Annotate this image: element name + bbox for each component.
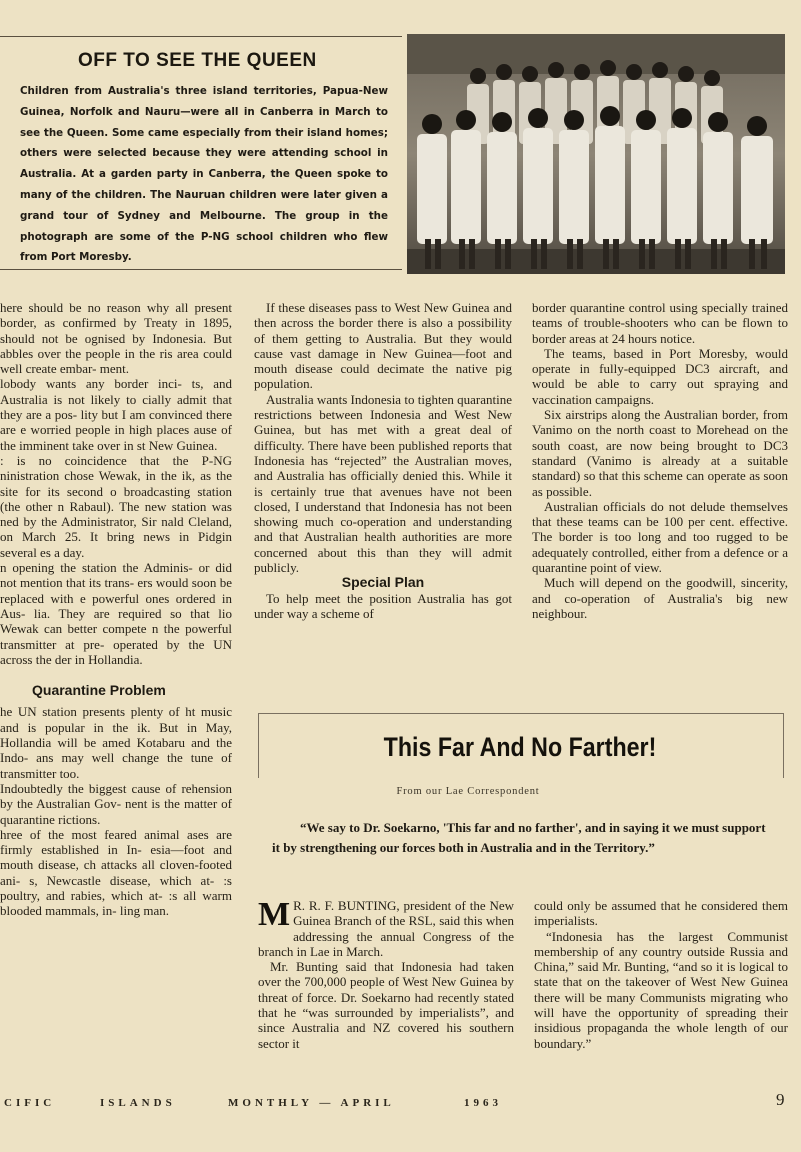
paragraph: If these diseases pass to West New Guinea and then across the border there is also a possibility of them getting to Australia. But they would cause vast damage in New Guinea—foot and mouth disease could decimate the native pig population. [254, 300, 512, 392]
article2-column-2 [534, 898, 788, 1051]
paragraph: Much will depend on the goodwill, sincerity, and co-operation of Australia's big new neighbour. [532, 575, 788, 621]
caption-title: OFF TO SEE THE QUEEN [78, 50, 317, 71]
lead-paragraph [258, 898, 514, 959]
caption-body [20, 81, 388, 268]
paragraph: could only be assumed that he considered them imperialists. [534, 898, 788, 929]
paragraph: Mr. Bunting said that Indonesia had taken over the 700,000 people of West New Guinea by threat of force. Dr. Soekarno had recently stated that he “was surrounded by imperialists”, and since Australia and NZ covered his southern sector it [258, 959, 514, 1051]
caption-text: Children from Australia's three island territories, Papua-New Guinea, Norfolk and Nauru—were all in Canberra in March to see the Queen. Some came especially from their island homes; others were selected because they were attending school in Australia. At a garden party in Canberra, the Queen spoke to many of the children. The Nauruan children were later given a grand tour of Sydney and Melbourne. The group in the photograph are some of the P-NG school children who flew from Port Moresby. [20, 85, 388, 264]
paragraph: Indoubtedly the biggest cause of rehension by the Australian Gov- nent is the matter of quarantine rictions. [0, 780, 232, 827]
paragraph: To help meet the position Australia has got under way a scheme of [254, 590, 512, 621]
paragraph: Six airstrips along the Australian border, from Vanimo on the north coast to Morehead on the south coast, are now being brought to DC3 standard (Vanimo is already at a suitable standard) so that this scheme can operate as soon as possible. [532, 407, 788, 499]
paragraph: “Indonesia has the largest Communist membership of any country outside Russia and China,” said Mr. Bunting, “and so it is logical to state that on the takeover of West New Guinea there will be many Communists migrating who will have the opportunity of spreading their insidious propaganda the whole length of our boundary.” [534, 928, 788, 1051]
subhead-quarantine-problem: Quarantine Problem [32, 682, 166, 699]
footer-publication-part2: ISLANDS [100, 1097, 176, 1109]
paragraph: Australian officials do not delude themselves that these teams can be 100 per cent. effective. The border is too long and too rugged to be adequately controlled, either from a defence or a quarantine point of view. [532, 498, 788, 576]
paragraph: Australia wants Indonesia to tighten quarantine restrictions between Indonesia and West New Guinea, but has met with a great deal of difficulty. There have been published reports that Indonesia has “rejected” the Australian moves, and Australia has officially denied this. While it is certainly true that avenues have not been closed, I understand that Indonesia has not been showing much co-operation and understanding and that Australian health authorities are more concerned about this than they will admit publicly. [254, 391, 512, 576]
footer-year: 1963 [464, 1097, 502, 1109]
page-footer [0, 1093, 801, 1113]
drop-cap: M [258, 896, 291, 933]
article-column-1 [0, 300, 232, 919]
paragraph: The teams, based in Port Moresby, would operate in fully-equipped DC3 aircraft, and would be able to carry out spraying and vaccination campaigns. [532, 345, 788, 407]
photo-illustration [407, 34, 785, 274]
pull-quote-text: “We say to Dr. Soekarno, 'This far and no farther', and in saying it we must support it by strengthening our forces both in Australia and in the Territory.” [272, 820, 766, 855]
paragraph: : is no coincidence that the P-NG ninistration chose Wewak, in the ik, as the site for its second o broadcasting station (the other n Rabaul). The new station was ned by the Administrator, Sir nald Cleland, on March 25. It bring news in Pidgin several es a day. [0, 452, 232, 560]
article-headline: This Far And No Farther! [383, 732, 657, 762]
paragraph: lobody wants any border inci- ts, and Australia is not likely to cially admit that they are a pos- lity but I am convinced there are e worried people in high places ause of the imminent take over in st New Guinea. [0, 376, 232, 453]
article2-column-1 [258, 898, 514, 1051]
pull-quote [272, 818, 774, 858]
footer-publication-part1: CIFIC [4, 1097, 56, 1109]
paragraph: n opening the station the Adminis- or did not mention that its trans- ers would soon be replaced with e powerful ones ordered in Aus- lia. They are required so that lio Wewak can better compete n the powerful transmitter at pre- operated by the UN across the der in Hollandia. [0, 560, 232, 667]
footer-publication-part3: MONTHLY — APRIL [228, 1097, 395, 1109]
byline: From our Lae Correspondent [396, 786, 540, 797]
subhead-special-plan: Special Plan [341, 574, 425, 591]
paragraph: hree of the most feared animal ases are firmly established in In- esia—foot and mouth disease, ch attacks all cloven-footed ani- s, Newcastle disease, which at- :s poultry, and rabies, which at- :s all warm blooded mammals, in- ling man. [0, 826, 232, 919]
lead-text: R. R. F. BUNTING, president of the New Guinea Branch of the RSL, said this when addressing the annual Congress of the branch in Lae in March. [258, 898, 514, 959]
paragraph: here should be no reason why all present border, as confirmed by Treaty in 1895, should not be ognised by Indonesia. But abbles over the people in the ris area could well create embar- ment. [0, 300, 232, 377]
article-column-3 [532, 300, 788, 621]
article-column-2 [254, 300, 512, 621]
paragraph: he UN station presents plenty of ht music and is popular in the ik. But in May, Hollandia will be amed Kotabaru and the Indo- ans may well change the tune of transmitter too. [0, 704, 232, 781]
paragraph: border quarantine control using specially trained teams of trouble-shooters who can be flown to border areas at 24 hours notice. [532, 300, 788, 346]
group-photograph [407, 34, 785, 274]
page-number: 9 [776, 1090, 785, 1109]
